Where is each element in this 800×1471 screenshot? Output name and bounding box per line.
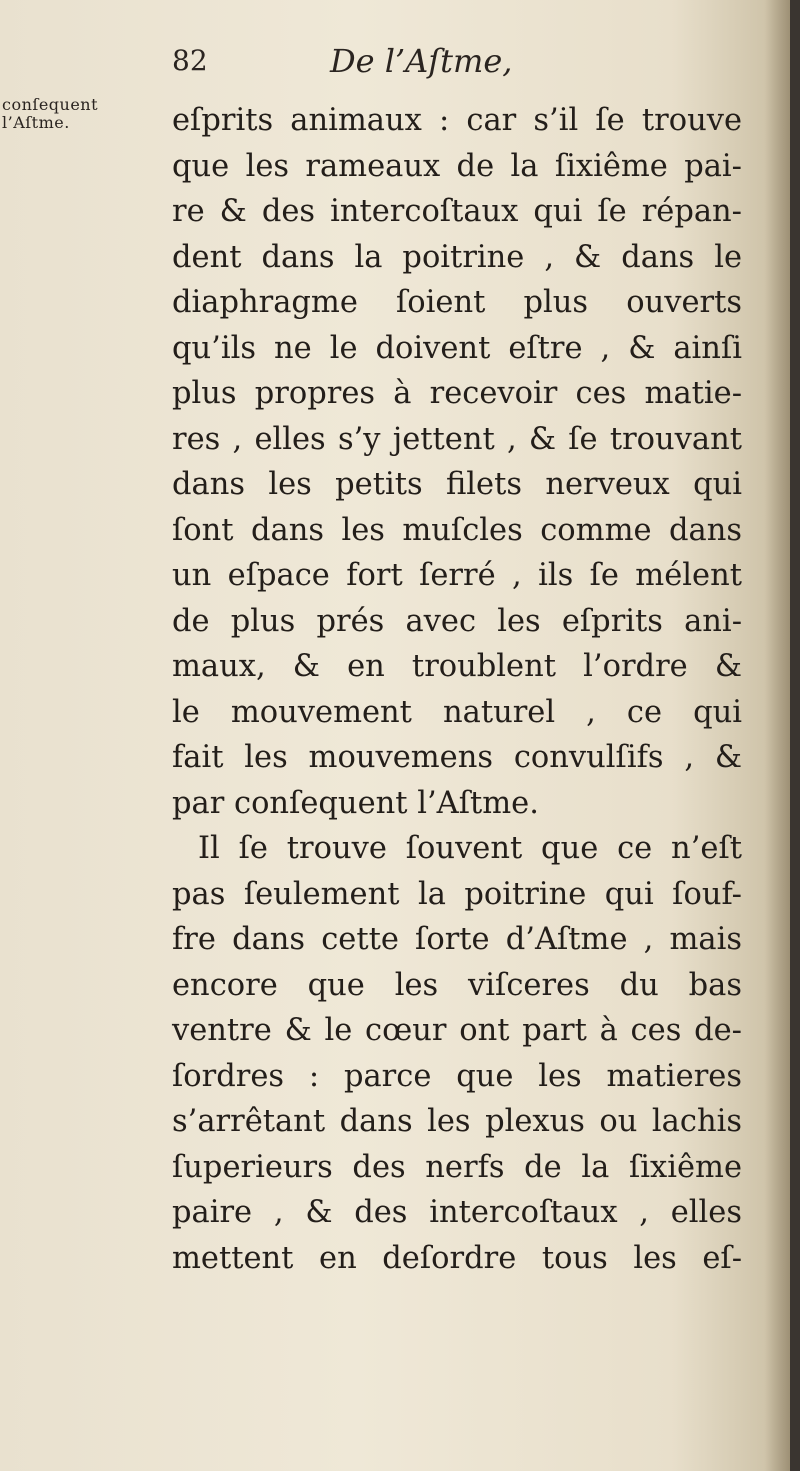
text-line: mettent en deſordre tous les eſ- [172, 1240, 742, 1276]
text-line: de plus prés avec les eſprits ani- [172, 603, 742, 639]
paragraph-1 [172, 98, 742, 826]
text-line: ſont dans les muſcles comme dans [172, 512, 742, 548]
text-line: diaphragme ſoient plus ouverts [172, 285, 742, 320]
text-line: Il ſe trouve ſouvent que ce n’eſt [198, 831, 742, 866]
text-line: res , elles s’y jettent , & ſe trouvant [172, 421, 742, 457]
text-line: dans les petits filets nerveux qui [172, 467, 742, 502]
margin-note-line: conſequent [2, 95, 99, 114]
text-line: maux, & en troublent l’ordre & [172, 649, 742, 684]
running-title: De l’Aſtme, [330, 42, 513, 80]
page-number: 82 [172, 44, 208, 77]
text-line: fait les mouvemens convulſifs , & [172, 740, 742, 775]
text-line: que les rameaux de la ſixiême pai- [172, 148, 742, 184]
text-line: dent dans la poitrine , & dans le [172, 239, 742, 275]
text-line: re & des intercoſtaux qui ſe répan- [172, 194, 742, 229]
text-line: plus propres à recevoir ces matie- [172, 376, 742, 411]
text-line: ſordres : parce que les matieres [172, 1058, 742, 1094]
text-line: le mouvement naturel , ce qui [172, 694, 742, 730]
text-line: qu’ils ne le doivent eſtre , & ainſi [172, 330, 742, 366]
running-head [172, 42, 592, 92]
text-line: pas ſeulement la poitrine qui ſouf- [172, 876, 742, 912]
text-line: ſuperieurs des nerfs de la ſixiême [172, 1149, 742, 1185]
margin-note-line: l’Aſtme. [2, 113, 70, 132]
page-edge-shadow [764, 0, 790, 1471]
text-line: eſprits animaux : car s’il ſe trouve [172, 103, 742, 138]
margin-note [2, 96, 162, 132]
text-line: ventre & le cœur ont part à ces de- [172, 1013, 742, 1048]
paragraph-2 [172, 826, 742, 1281]
text-line: s’arrêtant dans les plexus ou lachis [172, 1104, 742, 1139]
text-line: fre dans cette ſorte d’Aſtme , mais [172, 922, 742, 957]
text-line: paire , & des intercoſtaux , elles [172, 1195, 742, 1230]
body-text [172, 98, 742, 1281]
text-line: par conſequent l’Aſtme. [172, 785, 539, 821]
text-line: un eſpace fort ſerré , ils ſe mélent [172, 558, 742, 593]
text-line: encore que les viſceres du bas [172, 967, 742, 1003]
